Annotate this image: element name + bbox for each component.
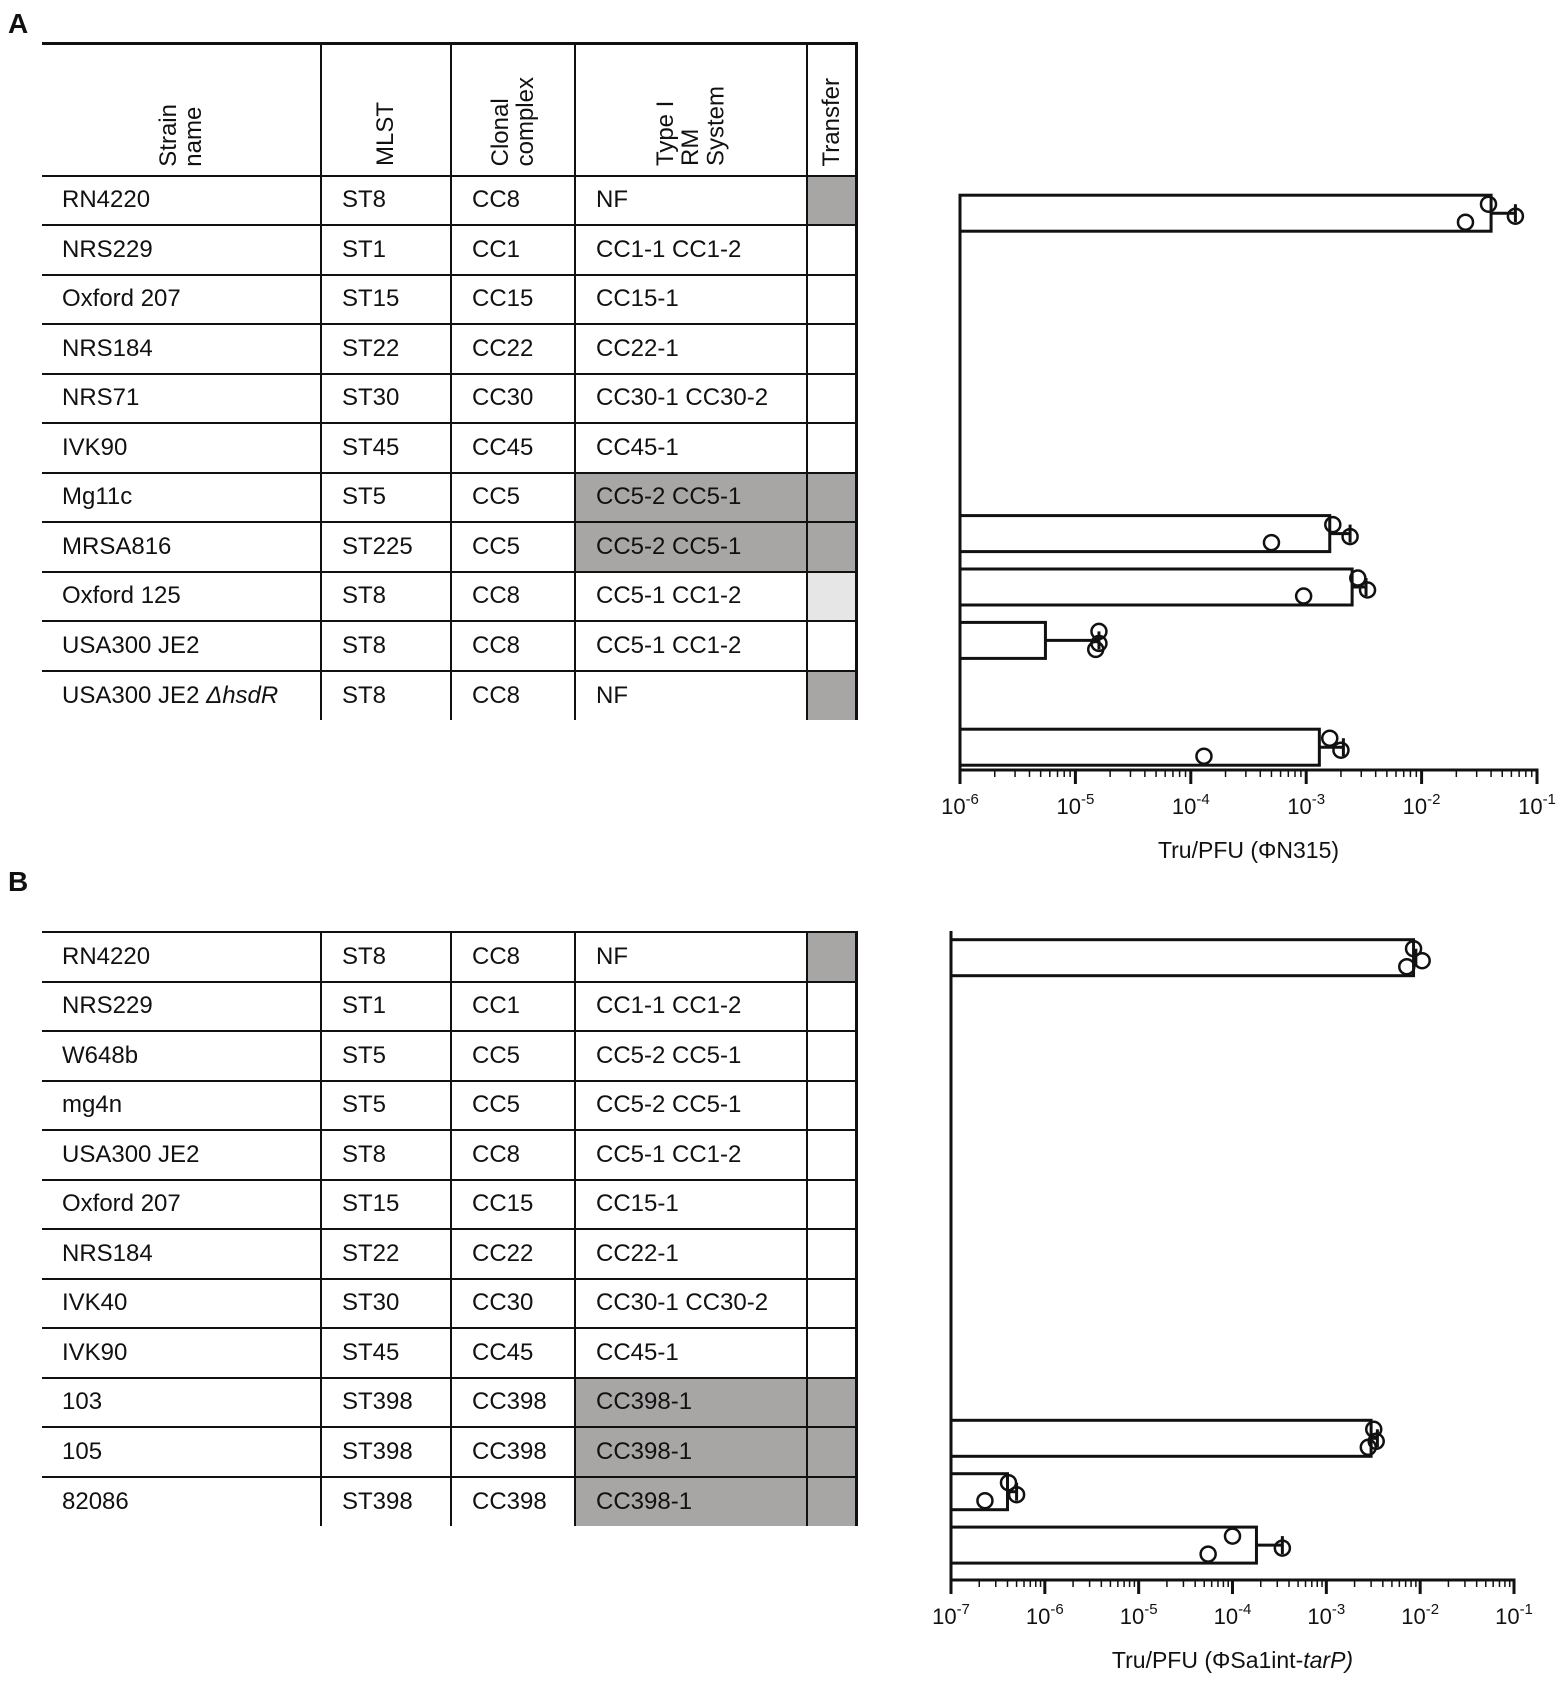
clonal-complex-cell: CC8 [451, 621, 575, 671]
mlst-cell: ST15 [321, 275, 451, 325]
clonal-complex-cell: CC22 [451, 324, 575, 374]
rm-system-cell: CC15-1 [575, 1180, 807, 1230]
rm-system-cell: CC5-2 CC5-1 [575, 1031, 807, 1081]
mlst-cell: ST45 [321, 423, 451, 473]
header-mlst: MLST [321, 44, 451, 176]
clonal-complex-cell: CC15 [451, 275, 575, 325]
rm-system-cell: CC5-2 CC5-1 [575, 473, 807, 523]
strain-name-cell: Oxford 125 [42, 572, 321, 622]
mlst-cell: ST22 [321, 324, 451, 374]
strain-name-cell: IVK90 [42, 423, 321, 473]
strain-name-cell: RN4220 [42, 932, 321, 982]
rm-system-cell: CC45-1 [575, 423, 807, 473]
clonal-complex-cell: CC5 [451, 1031, 575, 1081]
clonal-complex-cell: CC22 [451, 1229, 575, 1279]
rm-system-cell: CC5-1 CC1-2 [575, 572, 807, 622]
x-tick-label: $10^{-7}$ [932, 1601, 970, 1629]
clonal-complex-cell: CC1 [451, 982, 575, 1032]
clonal-complex-cell: CC398 [451, 1378, 575, 1428]
rm-system-cell: NF [575, 932, 807, 982]
clonal-complex-cell: CC30 [451, 1279, 575, 1329]
strain-name-cell: USA300 JE2 ΔhsdR [42, 671, 321, 721]
clonal-complex-cell: CC30 [451, 374, 575, 424]
strain-name-cell: MRSA816 [42, 522, 321, 572]
bar [951, 1420, 1371, 1456]
clonal-complex-cell: CC45 [451, 1328, 575, 1378]
rm-system-cell: CC22-1 [575, 1229, 807, 1279]
strain-name-cell: RN4220 [42, 176, 321, 226]
header-clonal-complex: Clonal complex [451, 44, 575, 176]
mlst-cell: ST8 [321, 176, 451, 226]
clonal-complex-cell: CC8 [451, 1130, 575, 1180]
rm-system-cell: CC30-1 CC30-2 [575, 374, 807, 424]
clonal-complex-cell: CC8 [451, 176, 575, 226]
strain-name-cell: IVK90 [42, 1328, 321, 1378]
x-tick-label: $10^{-4}$ [1213, 1601, 1252, 1629]
x-tick-label: $10^{-6}$ [941, 791, 979, 819]
header-transfer: Transfer [807, 44, 856, 176]
strain-name-cell: NRS229 [42, 982, 321, 1032]
strain-name-cell: Oxford 207 [42, 275, 321, 325]
mlst-cell: ST45 [321, 1328, 451, 1378]
mlst-cell: ST398 [321, 1378, 451, 1428]
mlst-cell: ST1 [321, 225, 451, 275]
strain-name-cell: Oxford 207 [42, 1180, 321, 1230]
rm-system-cell: CC5-1 CC1-2 [575, 621, 807, 671]
x-tick-label: $10^{-3}$ [1307, 1601, 1346, 1629]
mlst-cell: ST30 [321, 374, 451, 424]
rm-system-cell: CC22-1 [575, 324, 807, 374]
rm-system-cell: CC45-1 [575, 1328, 807, 1378]
clonal-complex-cell: CC1 [451, 225, 575, 275]
x-tick-label: $10^{-2}$ [1402, 791, 1441, 819]
mlst-cell: ST5 [321, 1081, 451, 1131]
clonal-complex-cell: CC8 [451, 932, 575, 982]
strain-name-cell: USA300 JE2 [42, 1130, 321, 1180]
bar [951, 1527, 1256, 1563]
data-point [1322, 731, 1337, 746]
mlst-cell: ST8 [321, 671, 451, 721]
mlst-cell: ST8 [321, 572, 451, 622]
mlst-cell: ST22 [321, 1229, 451, 1279]
clonal-complex-cell: CC5 [451, 522, 575, 572]
rm-system-cell: CC398-1 [575, 1378, 807, 1428]
bar [960, 569, 1352, 605]
mlst-cell: ST30 [321, 1279, 451, 1329]
mlst-cell: ST225 [321, 522, 451, 572]
clonal-complex-cell: CC8 [451, 671, 575, 721]
panel-b-label: B [8, 866, 29, 897]
strain-name-cell: NRS229 [42, 225, 321, 275]
bar [960, 729, 1319, 765]
strain-name-cell: 103 [42, 1378, 321, 1428]
rm-system-cell: CC1-1 CC1-2 [575, 225, 807, 275]
clonal-complex-cell: CC8 [451, 572, 575, 622]
panel-a-label: A [8, 8, 29, 39]
x-tick-label: $10^{-1}$ [1518, 791, 1556, 819]
rm-system-cell: NF [575, 176, 807, 226]
rm-system-cell: CC15-1 [575, 275, 807, 325]
strain-name-cell: W648b [42, 1031, 321, 1081]
strain-name-cell: mg4n [42, 1081, 321, 1131]
rm-system-cell: CC5-2 CC5-1 [575, 1081, 807, 1131]
rm-system-cell: CC398-1 [575, 1427, 807, 1477]
mlst-cell: ST8 [321, 1130, 451, 1180]
clonal-complex-cell: CC398 [451, 1427, 575, 1477]
mlst-cell: ST8 [321, 932, 451, 982]
mlst-cell: ST398 [321, 1427, 451, 1477]
strain-name-cell: Mg11c [42, 473, 321, 523]
strain-name-cell: NRS184 [42, 1229, 321, 1279]
rm-system-cell: CC5-1 CC1-2 [575, 1130, 807, 1180]
x-axis-label: Tru/PFU (ΦSa1int-tarP) [1111, 1647, 1354, 1673]
chart-panel-A [941, 194, 1556, 863]
mlst-cell: ST5 [321, 473, 451, 523]
rm-system-cell: CC1-1 CC1-2 [575, 982, 807, 1032]
strain-name-cell: USA300 JE2 [42, 621, 321, 671]
clonal-complex-cell: CC398 [451, 1477, 575, 1527]
clonal-complex-cell: CC45 [451, 423, 575, 473]
bar [951, 940, 1414, 976]
x-tick-label: $10^{-5}$ [1119, 1601, 1158, 1629]
strain-name-cell: 105 [42, 1427, 321, 1477]
x-axis-label: Tru/PFU (ΦN315) [1157, 837, 1340, 863]
clonal-complex-cell: CC5 [451, 1081, 575, 1131]
x-tick-label: $10^{-6}$ [1025, 1601, 1064, 1629]
strain-name-cell: NRS184 [42, 324, 321, 374]
strain-name-cell: NRS71 [42, 374, 321, 424]
mlst-cell: ST398 [321, 1477, 451, 1527]
clonal-complex-cell: CC5 [451, 473, 575, 523]
clonal-complex-cell: CC15 [451, 1180, 575, 1230]
x-tick-label: $10^{-4}$ [1171, 791, 1210, 819]
mlst-cell: ST1 [321, 982, 451, 1032]
mlst-cell: ST8 [321, 621, 451, 671]
rm-system-cell: NF [575, 671, 807, 721]
strain-name-cell: IVK40 [42, 1279, 321, 1329]
mlst-cell: ST15 [321, 1180, 451, 1230]
strain-name-cell: 82086 [42, 1477, 321, 1527]
header-rm-system: Type I RM System [575, 44, 807, 176]
x-tick-label: $10^{-3}$ [1287, 791, 1326, 819]
header-strain-name: Strain name [42, 44, 321, 176]
x-tick-label: $10^{-2}$ [1401, 1601, 1440, 1629]
bar [960, 516, 1330, 552]
x-tick-label: $10^{-5}$ [1056, 791, 1095, 819]
data-point [1333, 743, 1348, 758]
rm-system-cell: CC30-1 CC30-2 [575, 1279, 807, 1329]
rm-system-cell: CC398-1 [575, 1477, 807, 1527]
rm-system-cell: CC5-2 CC5-1 [575, 522, 807, 572]
bar [960, 195, 1491, 231]
bar [960, 622, 1045, 658]
x-tick-label: $10^{-1}$ [1495, 1601, 1533, 1629]
chart-panel-B [932, 931, 1533, 1673]
mlst-cell: ST5 [321, 1031, 451, 1081]
